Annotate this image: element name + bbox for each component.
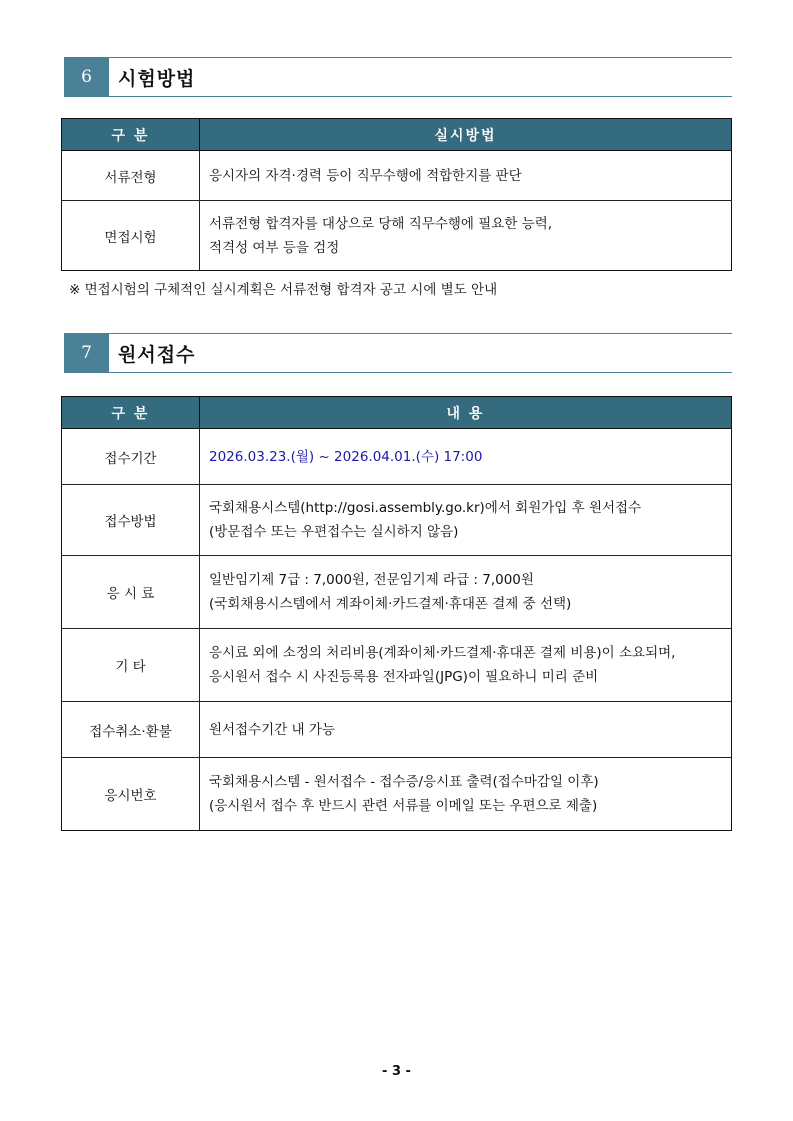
application-table [61,396,732,831]
content-line: 일반임기제 7급 : 7,000원, 전문임기제 라급 : 7,000원 [209,572,534,588]
table-row [62,758,732,831]
content-line: (국회채용시스템에서 계좌이체·카드결제·휴대폰 결제 중 선택) [209,596,572,612]
page-number: - 3 - [382,1064,411,1079]
content-line: (방문접수 또는 우편접수는 실시하지 않음) [209,524,459,540]
section-6-header [64,57,732,97]
content-line: 2026.03.23.(월) ~ 2026.04.01.(수) 17:00 [209,448,483,465]
row-label: 응시번호 [62,758,200,831]
section-7-title: 원서접수 [118,343,196,366]
content-line: (응시원서 접수 후 반드시 관련 서류를 이메일 또는 우편으로 제출) [209,798,598,814]
content-line: 응시료 외에 소정의 처리비용(계좌이체·카드결제·휴대폰 결제 비용)이 소요되며, [209,645,676,661]
content-line: 서류전형 합격자를 대상으로 당해 직무수행에 필요한 능력, [209,215,553,232]
table-row [62,485,732,556]
content-line: 적격성 여부 등을 검정 [209,239,340,256]
column-header-content: 내 용 [200,397,732,429]
column-header-category: 구 분 [62,119,200,151]
section-7-header [64,333,732,373]
row-content [200,201,732,271]
table-row [62,429,732,485]
row-content [200,758,732,831]
section-7-number: 7 [64,334,109,372]
content-line: 원서접수기간 내 가능 [209,721,335,738]
column-header-method: 실시방법 [200,119,732,151]
content-line: 국회채용시스템(http://gosi.assembly.go.kr)에서 회원가입 후 원서접수 [209,500,642,516]
row-label: 접수기간 [62,429,200,485]
row-label: 면접시험 [62,201,200,271]
row-content [200,485,732,556]
table-row [62,556,732,629]
table-row [62,151,732,201]
row-content [200,629,732,702]
exam-method-table [61,118,732,271]
row-label: 응 시 료 [62,556,200,629]
section-6-title: 시험방법 [118,67,196,90]
table-row [62,201,732,271]
row-content [200,702,732,758]
table-row [62,629,732,702]
row-content [200,429,732,485]
row-content [200,556,732,629]
interview-note: ※ 면접시험의 구체적인 실시계획은 서류전형 합격자 공고 시에 별도 안내 [69,282,498,298]
content-line: 국회채용시스템 - 원서접수 - 접수증/응시표 출력(접수마감일 이후) [209,774,599,790]
section-6-number: 6 [64,58,109,96]
column-header-category: 구 분 [62,397,200,429]
table-row [62,702,732,758]
content-line: 응시원서 접수 시 사진등록용 전자파일(JPG)이 필요하니 미리 준비 [209,669,599,685]
row-label: 기 타 [62,629,200,702]
row-label: 접수방법 [62,485,200,556]
row-label: 접수취소·환불 [62,702,200,758]
row-label: 서류전형 [62,151,200,201]
row-content [200,151,732,201]
content-line: 응시자의 자격·경력 등이 직무수행에 적합한지를 판단 [209,167,522,184]
